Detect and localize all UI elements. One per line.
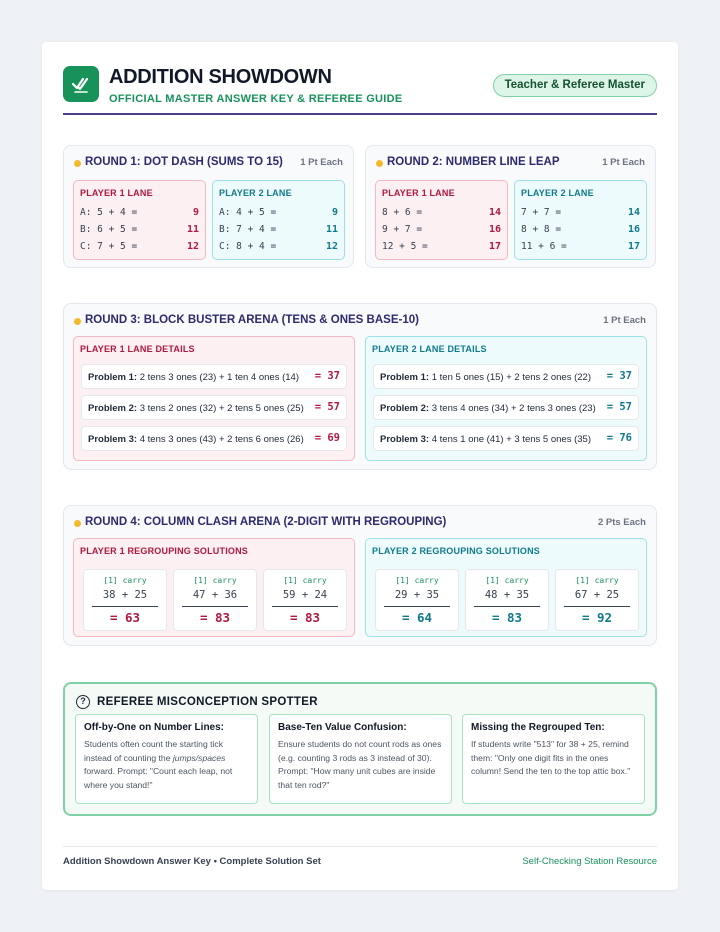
problem-answer: = 69 — [314, 432, 340, 444]
lane-label: PLAYER 1 LANE DETAILS — [80, 344, 195, 354]
result-value: = 83 — [289, 610, 321, 625]
answer-value: 12 — [325, 241, 338, 252]
equation-row — [80, 241, 199, 257]
column-problem — [263, 569, 347, 631]
equation-text: C: 7 + 5 = — [80, 241, 138, 252]
problem-text: 2 tens 3 ones (23) + 1 ten 4 ones (14) — [139, 372, 299, 383]
answer-value: 16 — [627, 224, 640, 235]
equation-text: A: 5 + 4 = — [80, 207, 138, 218]
problem-answer: = 57 — [606, 401, 632, 413]
column-problem — [83, 569, 167, 631]
page-footer — [63, 846, 657, 867]
problem-label: Problem 2: — [380, 403, 430, 414]
carry-note: [1] carry — [395, 576, 439, 585]
problem-label: Problem 2: — [88, 403, 138, 414]
problem-text: 3 tens 4 ones (34) + 2 tens 3 ones (23) — [431, 403, 596, 414]
round1-player2-lane — [212, 180, 345, 260]
round4-card — [63, 505, 657, 646]
equation-text: 8 + 6 = — [382, 207, 423, 218]
lane-label: PLAYER 2 LANE — [219, 188, 292, 198]
round4-title: ROUND 4: COLUMN CLASH ARENA (2-DIGIT WITH REGROUPING) — [85, 516, 447, 528]
equation-row — [521, 207, 640, 223]
tip-body-text: Students often count the starting tick instead of counting the — [84, 739, 224, 763]
problem-answer: = 76 — [606, 432, 632, 444]
equation-text: B: 7 + 4 = — [219, 224, 277, 235]
problem-text: 4 tens 3 ones (43) + 2 tens 6 ones (26) — [139, 434, 304, 445]
equation-row — [80, 207, 199, 223]
tip-body-emphasis: jumps/spaces — [172, 752, 226, 763]
problem-label: Problem 1: — [380, 372, 430, 383]
footer-left-text: Addition Showdown Answer Key • Complete Solution Set — [63, 856, 321, 867]
answer-value: 9 — [331, 207, 338, 218]
equation-row — [382, 207, 501, 223]
round4-player1-lane — [73, 538, 355, 637]
round2-player1-lane — [375, 180, 508, 260]
sum-divider — [92, 606, 158, 607]
column-problem — [465, 569, 549, 631]
round3-card — [63, 303, 657, 470]
problem-text: 3 tens 2 ones (32) + 2 tens 5 ones (25) — [139, 403, 304, 414]
result-value: = 83 — [199, 610, 231, 625]
carry-note: [1] carry — [283, 576, 327, 585]
tip-body: If students write "513" for 38 + 25, remind them: "Only one digit fits in the ones column! Send the ten to the top attic box." — [471, 739, 631, 776]
equation-text: 8 + 8 = — [521, 224, 562, 235]
equation-row — [382, 224, 501, 240]
equation-row — [219, 224, 338, 240]
problem-text: 4 tens 1 one (41) + 3 tens 5 ones (35) — [431, 434, 591, 445]
tip-card — [462, 714, 645, 804]
problem-answer: = 37 — [314, 370, 340, 382]
problem-label: Problem 3: — [380, 434, 430, 445]
addend-text: 59 + 24 — [282, 589, 328, 601]
round1-title: ROUND 1: DOT DASH (SUMS TO 15) — [85, 156, 283, 168]
equation-text: 12 + 5 = — [382, 241, 428, 252]
tip-card — [269, 714, 452, 804]
misconception-spotter — [63, 682, 657, 816]
round1-card — [63, 145, 354, 268]
lane-label: PLAYER 1 REGROUPING SOLUTIONS — [80, 546, 248, 556]
problem-answer: = 57 — [314, 401, 340, 413]
equation-text: C: 8 + 4 = — [219, 241, 277, 252]
result-value: = 63 — [109, 610, 141, 625]
equation-row — [382, 241, 501, 257]
round2-card — [365, 145, 656, 268]
tip-title: Off-by-One on Number Lines: — [84, 722, 224, 733]
bullet-dot-icon — [376, 160, 383, 167]
round4-points: 2 Pts Each — [597, 517, 646, 528]
round2-title: ROUND 2: NUMBER LINE LEAP — [387, 156, 560, 168]
equation-row — [521, 241, 640, 257]
audience-badge: Teacher & Referee Master — [493, 74, 657, 97]
round1-player1-lane — [73, 180, 206, 260]
answer-key-page — [42, 42, 678, 890]
carry-note: [1] carry — [575, 576, 619, 585]
addend-text: 47 + 36 — [192, 589, 238, 601]
carry-note: [1] carry — [485, 576, 529, 585]
page-header — [63, 66, 657, 115]
addend-text: 48 + 35 — [484, 589, 530, 601]
footer-right-text: Self-Checking Station Resource — [522, 856, 657, 867]
tip-title: Base-Ten Value Confusion: — [278, 722, 407, 733]
sum-divider — [384, 606, 450, 607]
sum-divider — [182, 606, 248, 607]
answer-value: 12 — [186, 241, 199, 252]
lane-label: PLAYER 2 LANE DETAILS — [372, 344, 487, 354]
spotter-title: REFEREE MISCONCEPTION SPOTTER — [97, 696, 318, 708]
round2-player2-lane — [514, 180, 647, 260]
page-subtitle: OFFICIAL MASTER ANSWER KEY & REFEREE GUIDE — [109, 93, 403, 105]
problem-row — [373, 395, 639, 420]
round3-title: ROUND 3: BLOCK BUSTER ARENA (TENS & ONES BASE-10) — [85, 314, 419, 326]
carry-note: [1] carry — [103, 576, 147, 585]
problem-row — [81, 426, 347, 451]
bullet-dot-icon — [74, 160, 81, 167]
tip-title: Missing the Regrouped Ten: — [471, 722, 605, 733]
column-problem — [555, 569, 639, 631]
sum-divider — [564, 606, 630, 607]
round3-player1-lane — [73, 336, 355, 461]
round3-player2-lane — [365, 336, 647, 461]
equation-text: 7 + 7 = — [521, 207, 562, 218]
problem-label: Problem 3: — [88, 434, 138, 445]
result-value: = 83 — [491, 610, 523, 625]
carry-note: [1] carry — [193, 576, 237, 585]
double-check-icon — [63, 66, 99, 102]
lane-label: PLAYER 2 LANE — [521, 188, 594, 198]
result-value: = 64 — [401, 610, 433, 625]
equation-text: 11 + 6 = — [521, 241, 567, 252]
round1-points: 1 Pt Each — [300, 157, 343, 168]
equation-row — [521, 224, 640, 240]
addend-text: 29 + 35 — [394, 589, 440, 601]
problem-label: Problem 1: — [88, 372, 138, 383]
lane-label: PLAYER 2 REGROUPING SOLUTIONS — [372, 546, 540, 556]
answer-value: 16 — [488, 224, 501, 235]
problem-text: 1 ten 5 ones (15) + 2 tens 2 ones (22) — [431, 372, 591, 383]
problem-row — [373, 364, 639, 389]
sum-divider — [474, 606, 540, 607]
round2-points: 1 Pt Each — [602, 157, 645, 168]
bullet-dot-icon — [74, 520, 81, 527]
lane-label: PLAYER 1 LANE — [80, 188, 153, 198]
sum-divider — [272, 606, 338, 607]
answer-value: 14 — [627, 207, 640, 218]
problem-row — [81, 395, 347, 420]
tip-body — [84, 738, 249, 792]
round3-points: 1 Pt Each — [603, 315, 646, 326]
equation-text: A: 4 + 5 = — [219, 207, 277, 218]
problem-answer: = 37 — [606, 370, 632, 382]
round4-player2-lane — [365, 538, 647, 637]
answer-value: 11 — [325, 224, 338, 235]
equation-row — [80, 224, 199, 240]
tip-body: Ensure students do not count rods as ones (e.g. counting 3 rods as 3 instead of 30). Prompt: "How many unit cubes are inside that ten rod?" — [278, 739, 442, 790]
answer-value: 9 — [192, 207, 199, 218]
problem-row — [373, 426, 639, 451]
answer-value: 17 — [627, 241, 640, 252]
equation-row — [219, 207, 338, 223]
equation-row — [219, 241, 338, 257]
equation-text: 9 + 7 = — [382, 224, 423, 235]
column-problem — [173, 569, 257, 631]
question-circle-icon: ? — [76, 695, 90, 709]
tip-card — [75, 714, 258, 804]
bullet-dot-icon — [74, 318, 81, 325]
answer-value: 11 — [186, 224, 199, 235]
addend-text: 38 + 25 — [102, 589, 148, 601]
addend-text: 67 + 25 — [574, 589, 620, 601]
answer-value: 14 — [488, 207, 501, 218]
lane-label: PLAYER 1 LANE — [382, 188, 455, 198]
problem-row — [81, 364, 347, 389]
page-title: ADDITION SHOWDOWN — [109, 66, 332, 88]
answer-value: 17 — [488, 241, 501, 252]
tip-body-text: forward. Prompt: "Count each leap, not where you stand!" — [84, 766, 233, 790]
equation-text: B: 6 + 5 = — [80, 224, 138, 235]
column-problem — [375, 569, 459, 631]
result-value: = 92 — [581, 610, 613, 625]
